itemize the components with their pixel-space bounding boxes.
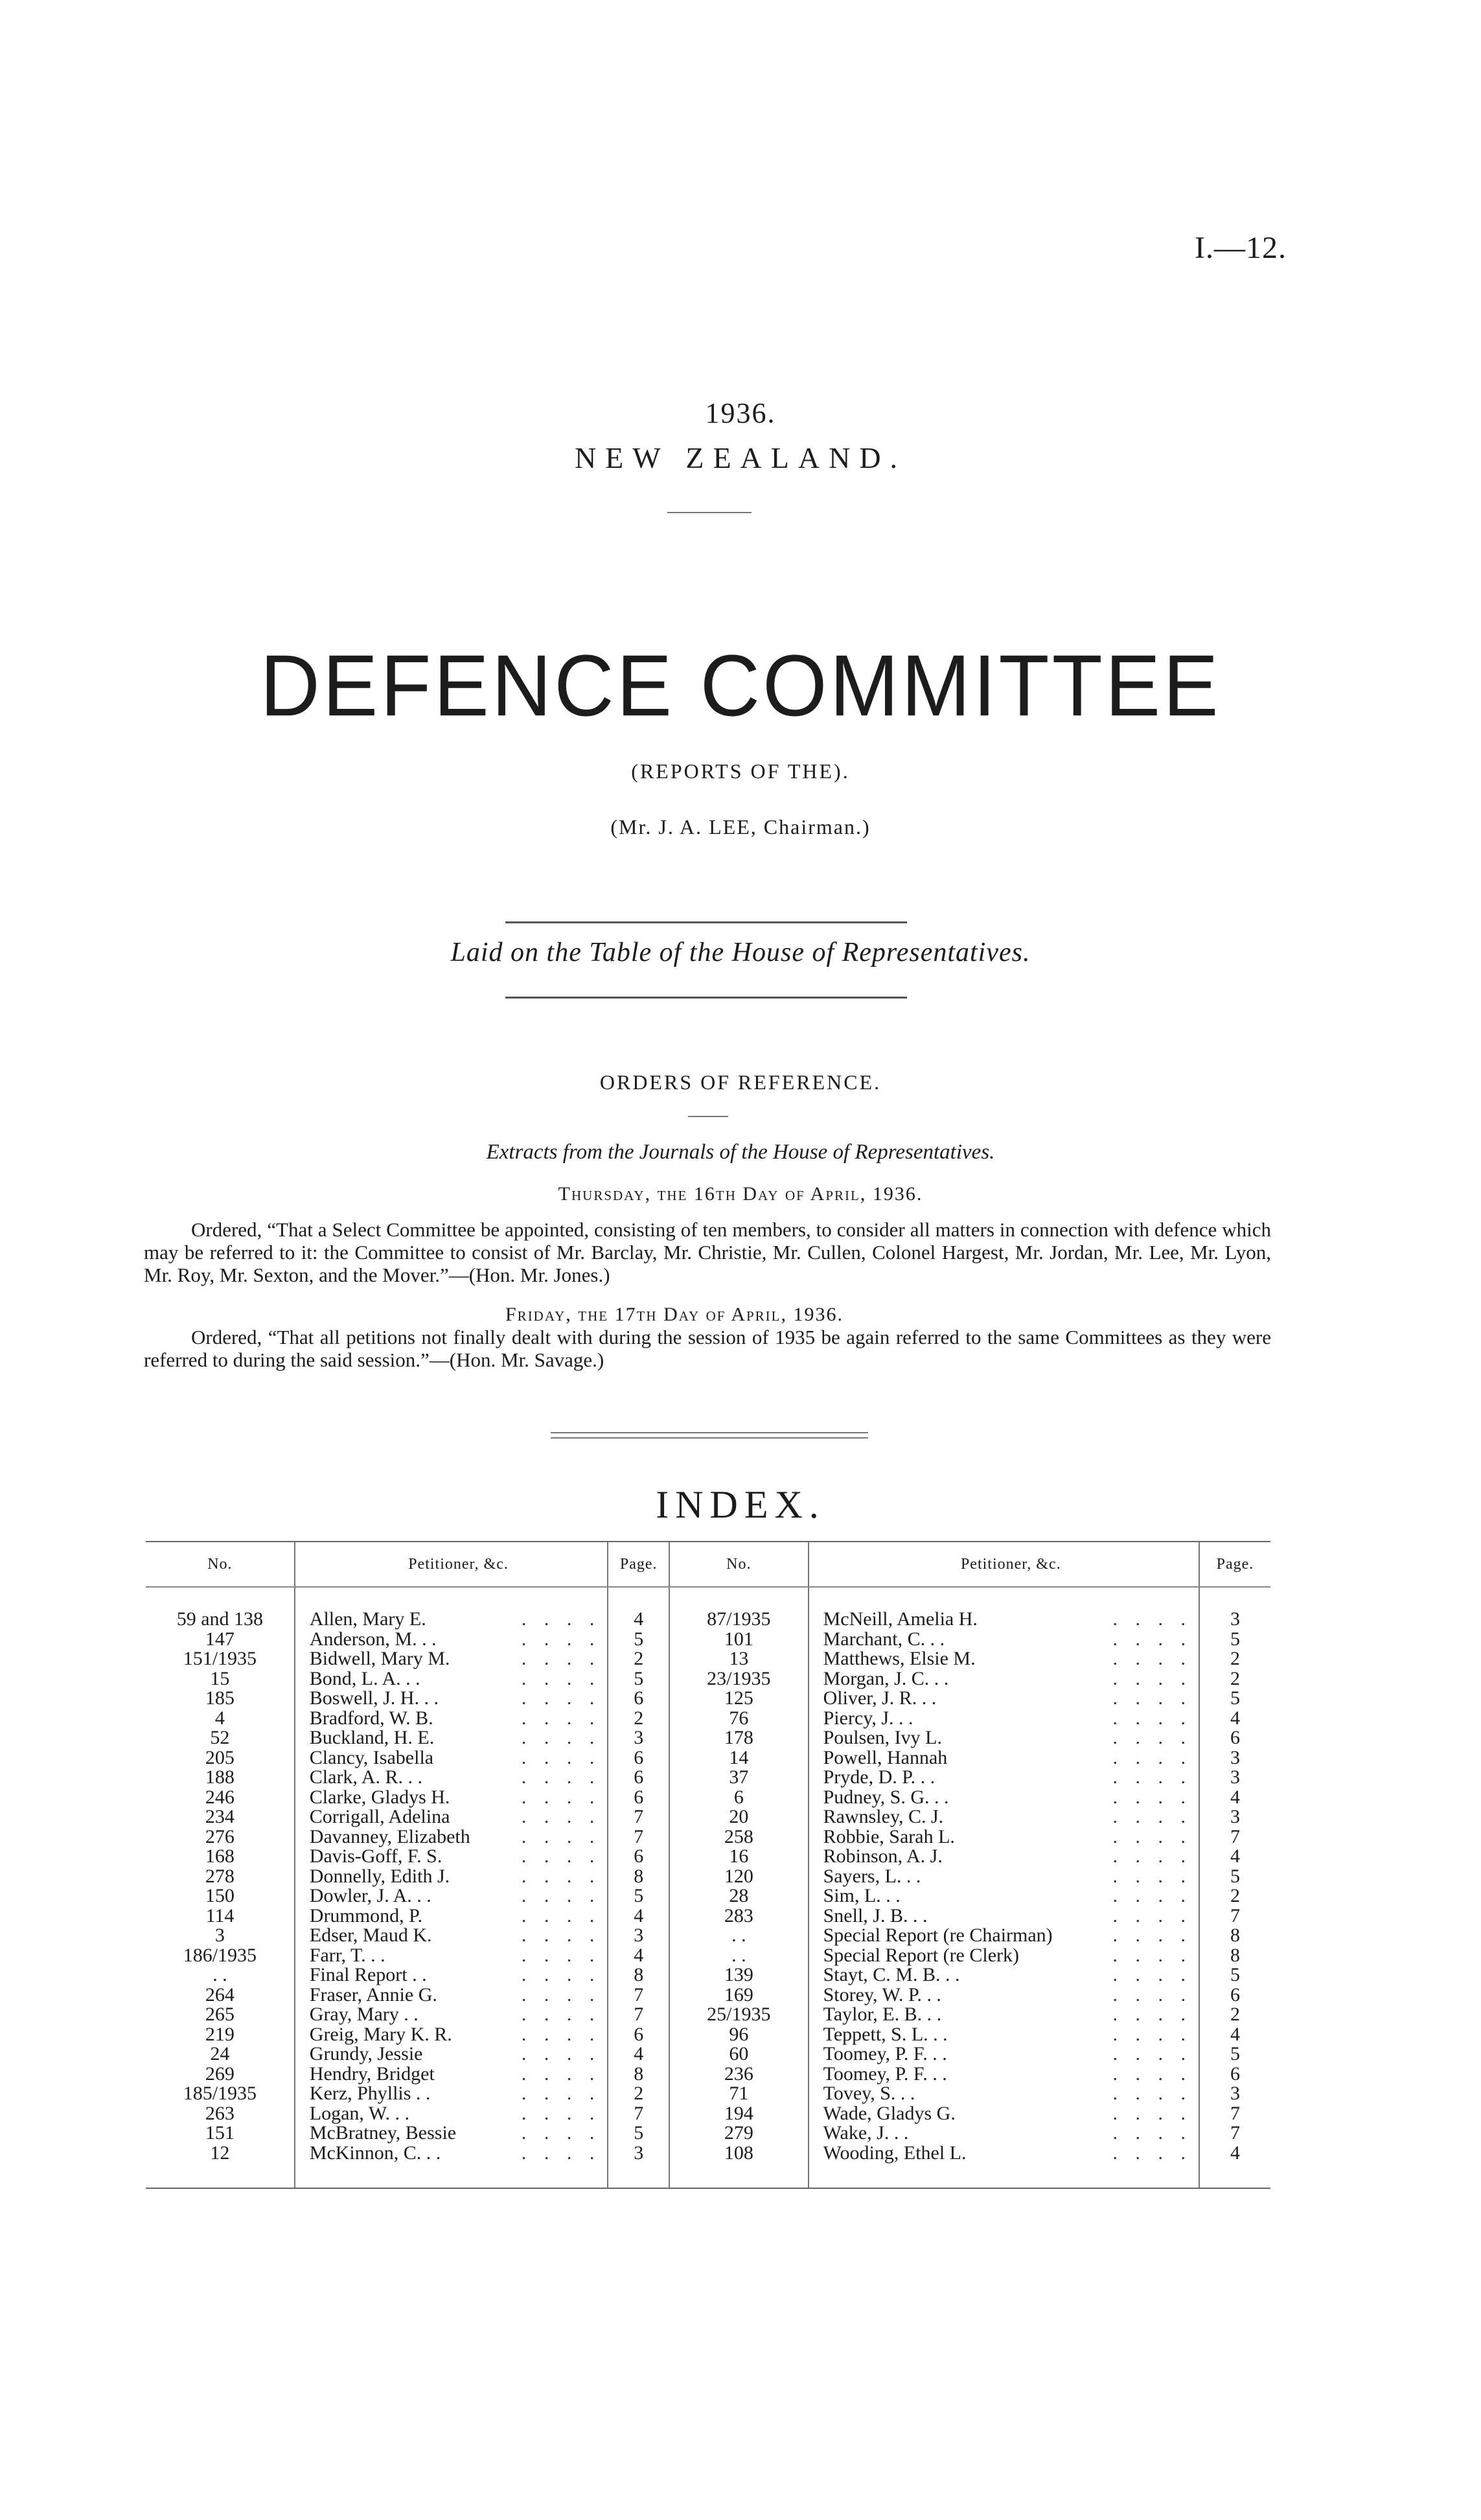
entry-number: 76 xyxy=(669,1709,809,1729)
petitioner-name: Grundy, Jessie xyxy=(309,2043,423,2065)
leader-dots: . . . . xyxy=(1112,1648,1192,1670)
petitioner-name: Piercy, J. . . xyxy=(823,1707,913,1729)
petitioner-name: Morgan, J. C. . . xyxy=(823,1667,949,1689)
page-reference: I.—12. xyxy=(1195,231,1287,265)
divider xyxy=(505,997,907,999)
page-number: 5 xyxy=(608,1669,669,1689)
petitioner-name: Robinson, A. J. xyxy=(823,1845,943,1867)
page-number: 7 xyxy=(608,1807,669,1827)
page-number: 6 xyxy=(1199,1985,1270,2006)
page-number: 5 xyxy=(1199,1867,1270,1887)
page-number: 6 xyxy=(608,1748,669,1768)
entry-number: 52 xyxy=(210,1727,230,1749)
table-row xyxy=(146,1807,1270,1827)
leader-dots: . . . . xyxy=(1112,1687,1192,1709)
petitioner-name: Buckland, H. E. xyxy=(309,1727,435,1749)
page-number: 7 xyxy=(1199,2104,1270,2124)
entry-number: 15 xyxy=(210,1667,230,1689)
table-row xyxy=(146,1827,1270,1847)
table-row xyxy=(146,2123,1270,2144)
page-number: 4 xyxy=(1199,1788,1270,1808)
page-number: 4 xyxy=(608,1946,669,1966)
entry-number: . . xyxy=(669,1946,809,1966)
petitioner-name: Powell, Hannah xyxy=(823,1746,948,1768)
laid-on-table: Laid on the Table of the House of Representatives. xyxy=(450,938,1031,967)
petitioner-name: Oliver, J. R. . . xyxy=(823,1687,937,1709)
table-row xyxy=(146,1906,1270,1926)
table-row xyxy=(146,1709,1270,1729)
page-number: 8 xyxy=(608,1965,669,1985)
leader-dots: . . . . xyxy=(1112,2023,1192,2045)
leader-dots: . . . . xyxy=(1112,1944,1192,1966)
leader-dots: . . . . xyxy=(1112,1865,1192,1887)
page-number: 3 xyxy=(1199,2084,1270,2104)
page-number: 4 xyxy=(608,1610,669,1630)
table-row xyxy=(146,2025,1270,2045)
leader-dots: . . . . xyxy=(1112,1608,1192,1630)
table-row xyxy=(146,1768,1270,1788)
petitioner-name: Davis-Goff, F. S. xyxy=(309,1845,442,1867)
entry-number: 246 xyxy=(205,1786,235,1808)
petitioner-name: Edser, Maud K. xyxy=(309,1925,432,1947)
leader-dots: . . . . xyxy=(521,1727,601,1749)
petitioner-name: Toomey, P. F. . . xyxy=(823,2063,947,2085)
petitioner-name: Kerz, Phyllis . . xyxy=(309,2083,431,2105)
page-number: 6 xyxy=(1199,1728,1270,1748)
petitioner-name: Clarke, Gladys H. xyxy=(309,1786,450,1808)
entry-number: 108 xyxy=(669,2144,809,2164)
divider xyxy=(505,921,907,923)
entry-number: 28 xyxy=(669,1886,809,1906)
page-number: 6 xyxy=(608,1788,669,1808)
leader-dots: . . . . xyxy=(1112,2043,1192,2065)
petitioner-name: Corrigall, Adelina xyxy=(309,1806,450,1828)
page-number: 5 xyxy=(1199,1689,1270,1709)
petitioner-name: McBratney, Bessie xyxy=(309,2122,457,2144)
table-row xyxy=(146,2144,1270,2164)
leader-dots: . . . . xyxy=(1112,2004,1192,2026)
entry-number: 234 xyxy=(205,1806,235,1828)
entry-number: 185/1935 xyxy=(183,2083,257,2105)
leader-dots: . . . . xyxy=(521,2023,601,2045)
leader-dots: . . . . xyxy=(521,1667,601,1689)
table-row xyxy=(146,1926,1270,1946)
page-number: 5 xyxy=(1199,1965,1270,1985)
entry-number: 23/1935 xyxy=(669,1669,809,1689)
leader-dots: . . . . xyxy=(1112,2063,1192,2085)
leader-dots: . . . . xyxy=(1112,1766,1192,1788)
entry-number: 13 xyxy=(669,1649,809,1669)
page-number: 7 xyxy=(608,2005,669,2025)
entry-number: 101 xyxy=(669,1630,809,1650)
page-number: 7 xyxy=(1199,1906,1270,1926)
header-petitioner-2: Petitioner, &c. xyxy=(809,1542,1199,1587)
page-number: 6 xyxy=(608,1768,669,1788)
country: NEW ZEALAND. xyxy=(574,441,907,474)
page-number: 4 xyxy=(1199,1847,1270,1867)
leader-dots: . . . . xyxy=(521,1786,601,1808)
table-row xyxy=(146,1669,1270,1689)
page-number: 2 xyxy=(608,1709,669,1729)
page-number: 3 xyxy=(1199,1748,1270,1768)
page-number: 5 xyxy=(608,1886,669,1906)
entry-number: 283 xyxy=(669,1906,809,1926)
leader-dots: . . . . xyxy=(521,1865,601,1887)
petitioner-name: Rawnsley, C. J. xyxy=(823,1806,944,1828)
petitioner-name: Wade, Gladys G. xyxy=(823,2102,956,2124)
page-number: 2 xyxy=(1199,1886,1270,1906)
header-no-2: No. xyxy=(669,1542,809,1587)
entry-number: 12 xyxy=(210,2142,230,2164)
entry-number: 96 xyxy=(669,2025,809,2045)
petitioner-name: Greig, Mary K. R. xyxy=(309,2023,452,2045)
leader-dots: . . . . xyxy=(521,2122,601,2144)
leader-dots: . . . . xyxy=(1112,1746,1192,1768)
entry-number: 25/1935 xyxy=(669,2005,809,2025)
leader-dots: . . . . xyxy=(521,1964,601,1986)
page-number: 5 xyxy=(608,2123,669,2144)
divider xyxy=(688,1116,728,1117)
page-number: 7 xyxy=(608,1985,669,2006)
petitioner-name: Sayers, L. . . xyxy=(823,1865,921,1887)
leader-dots: . . . . xyxy=(521,1904,601,1926)
entry-number: 276 xyxy=(205,1825,235,1847)
petitioner-name: Hendry, Bridget xyxy=(309,2063,435,2085)
page-number: 5 xyxy=(1199,1630,1270,1650)
leader-dots: . . . . xyxy=(1112,1925,1192,1947)
entry-number: 4 xyxy=(214,1707,225,1729)
leader-dots: . . . . xyxy=(521,1944,601,1966)
table-row xyxy=(146,1788,1270,1808)
petitioner-name: Donnelly, Edith J. xyxy=(309,1865,450,1887)
petitioner-name: Wake, J. . . xyxy=(823,2122,909,2144)
petitioner-name: Marchant, C. . . xyxy=(823,1628,945,1650)
leader-dots: . . . . xyxy=(521,2142,601,2164)
entry-number: 169 xyxy=(669,1985,809,2006)
entry-number: 185 xyxy=(205,1687,235,1709)
page-number: 2 xyxy=(1199,1669,1270,1689)
entry-number: 20 xyxy=(669,1807,809,1827)
leader-dots: . . . . xyxy=(521,1766,601,1788)
table-row xyxy=(146,1867,1270,1887)
leader-dots: . . . . xyxy=(1112,1806,1192,1828)
entry-number: 6 xyxy=(669,1788,809,1808)
petitioner-name: Robbie, Sarah L. xyxy=(823,1825,955,1847)
index-heading: INDEX. xyxy=(656,1483,825,1526)
page-number: 8 xyxy=(1199,1926,1270,1946)
entry-number: 71 xyxy=(669,2084,809,2104)
entry-number: . . xyxy=(669,1926,809,1946)
document-title: DEFENCE COMMITTEE xyxy=(260,637,1221,735)
orders-heading: ORDERS OF REFERENCE. xyxy=(599,1070,882,1094)
leader-dots: . . . . xyxy=(521,1608,601,1630)
petitioner-name: Bond, L. A. . . xyxy=(309,1667,420,1689)
entry-number: 219 xyxy=(205,2023,235,2045)
entry-number: . . xyxy=(212,1964,227,1986)
entry-number: 114 xyxy=(205,1904,235,1926)
petitioner-name: Final Report . . xyxy=(309,1964,427,1986)
page-number: 8 xyxy=(608,2064,669,2085)
table-row xyxy=(146,1610,1270,1630)
extracts-line: Extracts from the Journals of the House of Representatives. xyxy=(486,1140,995,1164)
entry-number: 87/1935 xyxy=(669,1610,809,1630)
petitioner-name: Wooding, Ethel L. xyxy=(823,2142,967,2164)
entry-number: 279 xyxy=(669,2123,809,2144)
entry-number: 150 xyxy=(205,1885,235,1907)
petitioner-name: Stayt, C. M. B. . . xyxy=(823,1964,960,1986)
entry-number: 205 xyxy=(205,1746,235,1768)
order-paragraph-2: Ordered, “That all petitions not finally dealt with during the session of 1935 be again referred to the same Committees as they were referred to during the said session.”—(Hon. Mr. Savage.) xyxy=(144,1326,1271,1371)
entry-number: 151/1935 xyxy=(183,1648,257,1670)
divider xyxy=(667,512,752,513)
entry-number: 188 xyxy=(205,1766,235,1788)
table-row xyxy=(146,2064,1270,2085)
page-number: 2 xyxy=(1199,1649,1270,1669)
page-number: 7 xyxy=(1199,2123,1270,2144)
index-table xyxy=(146,1541,1270,2189)
petitioner-name: Bradford, W. B. xyxy=(309,1707,433,1729)
leader-dots: . . . . xyxy=(1112,1904,1192,1926)
leader-dots: . . . . xyxy=(1112,1727,1192,1749)
header-page-2: Page. xyxy=(1199,1542,1270,1587)
entry-number: 3 xyxy=(214,1925,225,1947)
entry-number: 147 xyxy=(205,1628,235,1650)
entry-number: 258 xyxy=(669,1827,809,1847)
leader-dots: . . . . xyxy=(1112,2102,1192,2124)
leader-dots: . . . . xyxy=(521,2083,601,2105)
page-number: 3 xyxy=(1199,1807,1270,1827)
entry-number: 151 xyxy=(205,2122,235,2144)
entry-number: 125 xyxy=(669,1689,809,1709)
petitioner-name: Allen, Mary E. xyxy=(309,1608,426,1630)
divider xyxy=(551,1437,868,1439)
petitioner-name: Clark, A. R. . . xyxy=(309,1766,422,1788)
page-number: 3 xyxy=(1199,1768,1270,1788)
leader-dots: . . . . xyxy=(1112,1628,1192,1650)
header-no: No. xyxy=(146,1542,295,1587)
entry-number: 178 xyxy=(669,1728,809,1748)
page-number: 2 xyxy=(608,1649,669,1669)
petitioner-name: Special Report (re Clerk) xyxy=(823,1944,1020,1966)
page-number: 3 xyxy=(608,1728,669,1748)
petitioner-name: Clancy, Isabella xyxy=(309,1746,434,1768)
page-number: 7 xyxy=(608,2104,669,2124)
date-friday: Friday, the 17th Day of April, 1936. xyxy=(505,1304,844,1325)
leader-dots: . . . . xyxy=(1112,2083,1192,2105)
entry-number: 14 xyxy=(669,1748,809,1768)
table-row xyxy=(146,1649,1270,1669)
page-number: 8 xyxy=(1199,1946,1270,1966)
table-row xyxy=(146,1847,1270,1867)
entry-number: 186/1935 xyxy=(183,1944,257,1966)
page-number: 7 xyxy=(1199,1827,1270,1847)
petitioner-name: Snell, J. B. . . xyxy=(823,1904,928,1926)
order-paragraph-1: Ordered, “That a Select Committee be appointed, consisting of ten members, to consider all matters in connection with defence which may be referred to it: the Committee to consist of Mr. Barclay, Mr. Christie, Mr. Cullen, Colonel Hargest, Mr. Jordan, Mr. Lee, Mr. Lyon, Mr. Roy, Mr. Sexton, and the Mover.”—(Hon. Mr. Jones.) xyxy=(144,1218,1271,1286)
leader-dots: . . . . xyxy=(521,1746,601,1768)
petitioner-name: Sim, L. . . xyxy=(823,1885,901,1907)
leader-dots: . . . . xyxy=(521,1628,601,1650)
leader-dots: . . . . xyxy=(521,1806,601,1828)
table-row xyxy=(146,1965,1270,1985)
table-row xyxy=(146,1985,1270,2006)
page-number: 2 xyxy=(608,2084,669,2104)
page-number: 3 xyxy=(1199,1610,1270,1630)
page-number: 3 xyxy=(608,2144,669,2164)
entry-number: 59 and 138 xyxy=(176,1608,264,1630)
table-row xyxy=(146,1630,1270,1650)
petitioner-name: Storey, W. P. . . xyxy=(823,1983,941,2006)
page-number: 4 xyxy=(1199,2144,1270,2164)
page-number: 4 xyxy=(608,2044,669,2064)
page-number: 8 xyxy=(608,1867,669,1887)
petitioner-name: McNeill, Amelia H. xyxy=(823,1608,978,1630)
page-number: 3 xyxy=(608,1926,669,1946)
petitioner-name: Farr, T. . . xyxy=(309,1944,385,1966)
table-row xyxy=(146,1886,1270,1906)
page-number: 6 xyxy=(1199,2064,1270,2085)
document-subtitle: (REPORTS OF THE). xyxy=(631,759,850,783)
petitioner-name: Pudney, S. G. . . xyxy=(823,1786,949,1808)
entry-number: 16 xyxy=(669,1847,809,1867)
petitioner-name: Teppett, S. L. . . xyxy=(823,2023,948,2045)
entry-number: 194 xyxy=(669,2104,809,2124)
divider xyxy=(551,1432,868,1433)
petitioner-name: Dowler, J. A. . . xyxy=(309,1885,431,1907)
table-row xyxy=(146,1748,1270,1768)
leader-dots: . . . . xyxy=(1112,1707,1192,1729)
date-thursday: Thursday, the 16th Day of April, 1936. xyxy=(558,1183,923,1205)
page-number: 6 xyxy=(608,2025,669,2045)
page-number: 7 xyxy=(608,1827,669,1847)
page-number: 6 xyxy=(608,1689,669,1709)
petitioner-name: McKinnon, C. . . xyxy=(309,2142,441,2164)
table-row xyxy=(146,2084,1270,2104)
leader-dots: . . . . xyxy=(521,1845,601,1867)
entry-number: 120 xyxy=(669,1867,809,1887)
leader-dots: . . . . xyxy=(521,2004,601,2026)
chairman-line: (Mr. J. A. LEE, Chairman.) xyxy=(610,815,871,838)
leader-dots: . . . . xyxy=(1112,2122,1192,2144)
leader-dots: . . . . xyxy=(521,1885,601,1907)
entry-number: 37 xyxy=(669,1768,809,1788)
leader-dots: . . . . xyxy=(521,1687,601,1709)
table-row xyxy=(146,1689,1270,1709)
table-row xyxy=(146,2104,1270,2124)
petitioner-name: Drummond, P. xyxy=(309,1904,422,1926)
leader-dots: . . . . xyxy=(521,1825,601,1847)
leader-dots: . . . . xyxy=(521,1707,601,1729)
petitioner-name: Taylor, E. B. . . xyxy=(823,2004,942,2026)
table-row xyxy=(146,2044,1270,2064)
leader-dots: . . . . xyxy=(1112,1825,1192,1847)
leader-dots: . . . . xyxy=(1112,1983,1192,2006)
leader-dots: . . . . xyxy=(1112,1885,1192,1907)
leader-dots: . . . . xyxy=(521,1983,601,2006)
year: 1936. xyxy=(705,397,776,429)
petitioner-name: Fraser, Annie G. xyxy=(309,1983,437,2006)
petitioner-name: Gray, Mary . . xyxy=(309,2004,419,2026)
entry-number: 168 xyxy=(205,1845,235,1867)
petitioner-name: Matthews, Elsie M. xyxy=(823,1648,976,1670)
leader-dots: . . . . xyxy=(1112,1845,1192,1867)
table-row xyxy=(146,2005,1270,2025)
leader-dots: . . . . xyxy=(521,1648,601,1670)
page-number: 5 xyxy=(608,1630,669,1650)
petitioner-name: Toomey, P. F. . . xyxy=(823,2043,947,2065)
entry-number: 265 xyxy=(205,2004,235,2026)
table-row xyxy=(146,1946,1270,1966)
petitioner-name: Tovey, S. . . xyxy=(823,2083,915,2105)
petitioner-name: Logan, W. . . xyxy=(309,2102,409,2124)
petitioner-name: Special Report (re Chairman) xyxy=(823,1925,1053,1947)
petitioner-name: Pryde, D. P. . . xyxy=(823,1766,936,1788)
petitioner-name: Davanney, Elizabeth xyxy=(309,1825,470,1847)
leader-dots: . . . . xyxy=(1112,2142,1192,2164)
leader-dots: . . . . xyxy=(1112,1786,1192,1808)
leader-dots: . . . . xyxy=(521,1925,601,1947)
page-number: 4 xyxy=(1199,1709,1270,1729)
leader-dots: . . . . xyxy=(521,2043,601,2065)
entry-number: 264 xyxy=(205,1983,235,2006)
leader-dots: . . . . xyxy=(1112,1667,1192,1689)
entry-number: 60 xyxy=(669,2044,809,2064)
page-number: 4 xyxy=(608,1906,669,1926)
page-number: 6 xyxy=(608,1847,669,1867)
leader-dots: . . . . xyxy=(521,2063,601,2085)
petitioner-name: Anderson, M. . . xyxy=(309,1628,437,1650)
header-petitioner: Petitioner, &c. xyxy=(295,1542,608,1587)
entry-number: 24 xyxy=(210,2043,230,2065)
entry-number: 278 xyxy=(205,1865,235,1887)
page-number: 2 xyxy=(1199,2005,1270,2025)
table-row xyxy=(146,1728,1270,1748)
leader-dots: . . . . xyxy=(1112,1964,1192,1986)
petitioner-name: Boswell, J. H. . . xyxy=(309,1687,439,1709)
entry-number: 269 xyxy=(205,2063,235,2085)
header-page: Page. xyxy=(608,1542,669,1587)
petitioner-name: Poulsen, Ivy L. xyxy=(823,1727,942,1749)
leader-dots: . . . . xyxy=(521,2102,601,2124)
entry-number: 263 xyxy=(205,2102,235,2124)
entry-number: 236 xyxy=(669,2064,809,2085)
entry-number: 139 xyxy=(669,1965,809,1985)
page-number: 5 xyxy=(1199,2044,1270,2064)
page-number: 4 xyxy=(1199,2025,1270,2045)
petitioner-name: Bidwell, Mary M. xyxy=(309,1648,450,1670)
